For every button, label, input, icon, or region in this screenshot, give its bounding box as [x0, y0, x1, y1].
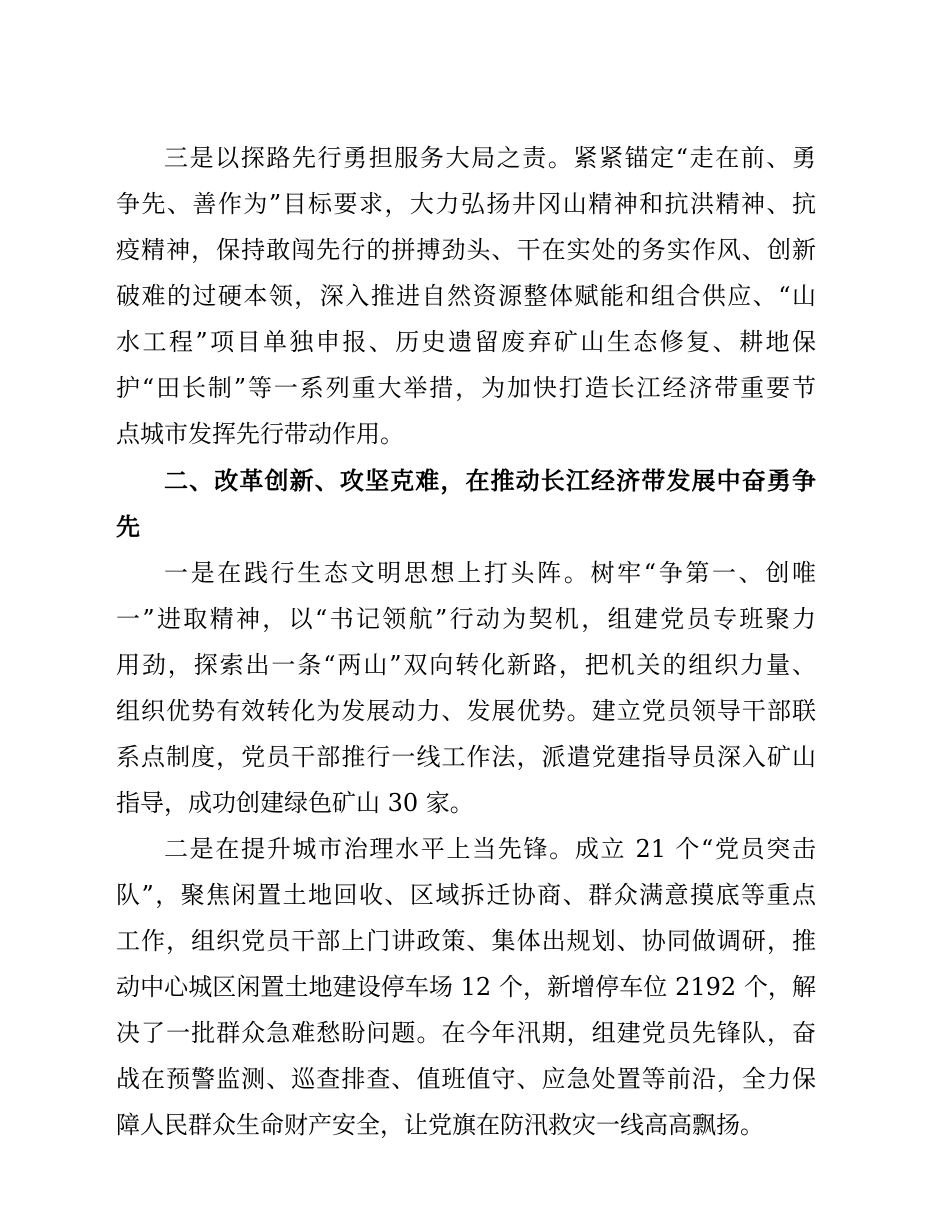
paragraph-2-line-2: 一”进取精神，以“书记领航”行动为契机，组建党员专班聚力	[116, 605, 816, 633]
section-heading-line-2: 先	[116, 513, 140, 541]
paragraph-3-line-2: 队”，聚焦闲置土地回收、区域拆迁协商、群众满意摸底等重点	[116, 881, 816, 909]
paragraph-2-line-5: 系点制度，党员干部推行一线工作法，派遣党建指导员深入矿山	[116, 743, 816, 771]
paragraph-2-line-3: 用劲，探索出一条“两山”双向转化新路，把机关的组织力量、	[116, 651, 816, 679]
paragraph-1-line-2: 争先、善作为”目标要求，大力弘扬井冈山精神和抗洪精神、抗	[116, 190, 816, 218]
paragraph-1-line-5: 水工程”项目单独申报、历史遗留废弃矿山生态修复、耕地保	[116, 328, 816, 356]
paragraph-3-line-1: 二是在提升城市治理水平上当先锋。成立 21 个“党员突击	[164, 835, 816, 863]
paragraph-1-line-3: 疫精神，保持敢闯先行的拼搏劲头、干在实处的务实作风、创新	[116, 236, 816, 264]
paragraph-2-line-6: 指导，成功创建绿色矿山 30 家。	[116, 789, 474, 817]
paragraph-3-line-3: 工作，组织党员干部上门讲政策、集体出规划、协同做调研，推	[116, 927, 816, 955]
paragraph-1-line-1: 三是以探路先行勇担服务大局之责。紧紧锚定“走在前、勇	[164, 144, 816, 172]
paragraph-3-line-5: 决了一批群众急难愁盼问题。在今年汛期，组建党员先锋队，奋	[116, 1019, 816, 1047]
paragraph-2-line-1: 一是在践行生态文明思想上打头阵。树牢“争第一、创唯	[164, 559, 816, 587]
paragraph-1-line-4: 破难的过硬本领，深入推进自然资源整体赋能和组合供应、“山	[116, 282, 816, 310]
section-heading-line-1: 二、改革创新、攻坚克难，在推动长江经济带发展中奋勇争	[164, 467, 816, 495]
paragraph-3-line-7: 障人民群众生命财产安全，让党旗在防汛救灾一线高高飘扬。	[116, 1111, 764, 1139]
paragraph-3-line-4: 动中心城区闲置土地建设停车场 12 个，新增停车位 2192 个，解	[116, 973, 816, 1001]
paragraph-1-line-7: 点城市发挥先行带动作用。	[116, 420, 404, 448]
paragraph-2-line-4: 组织优势有效转化为发展动力、发展优势。建立党员领导干部联	[116, 697, 816, 725]
paragraph-3-line-6: 战在预警监测、巡查排查、值班值守、应急处置等前沿，全力保	[116, 1065, 816, 1093]
paragraph-1-line-6: 护“田长制”等一系列重大举措，为加快打造长江经济带重要节	[116, 374, 816, 402]
